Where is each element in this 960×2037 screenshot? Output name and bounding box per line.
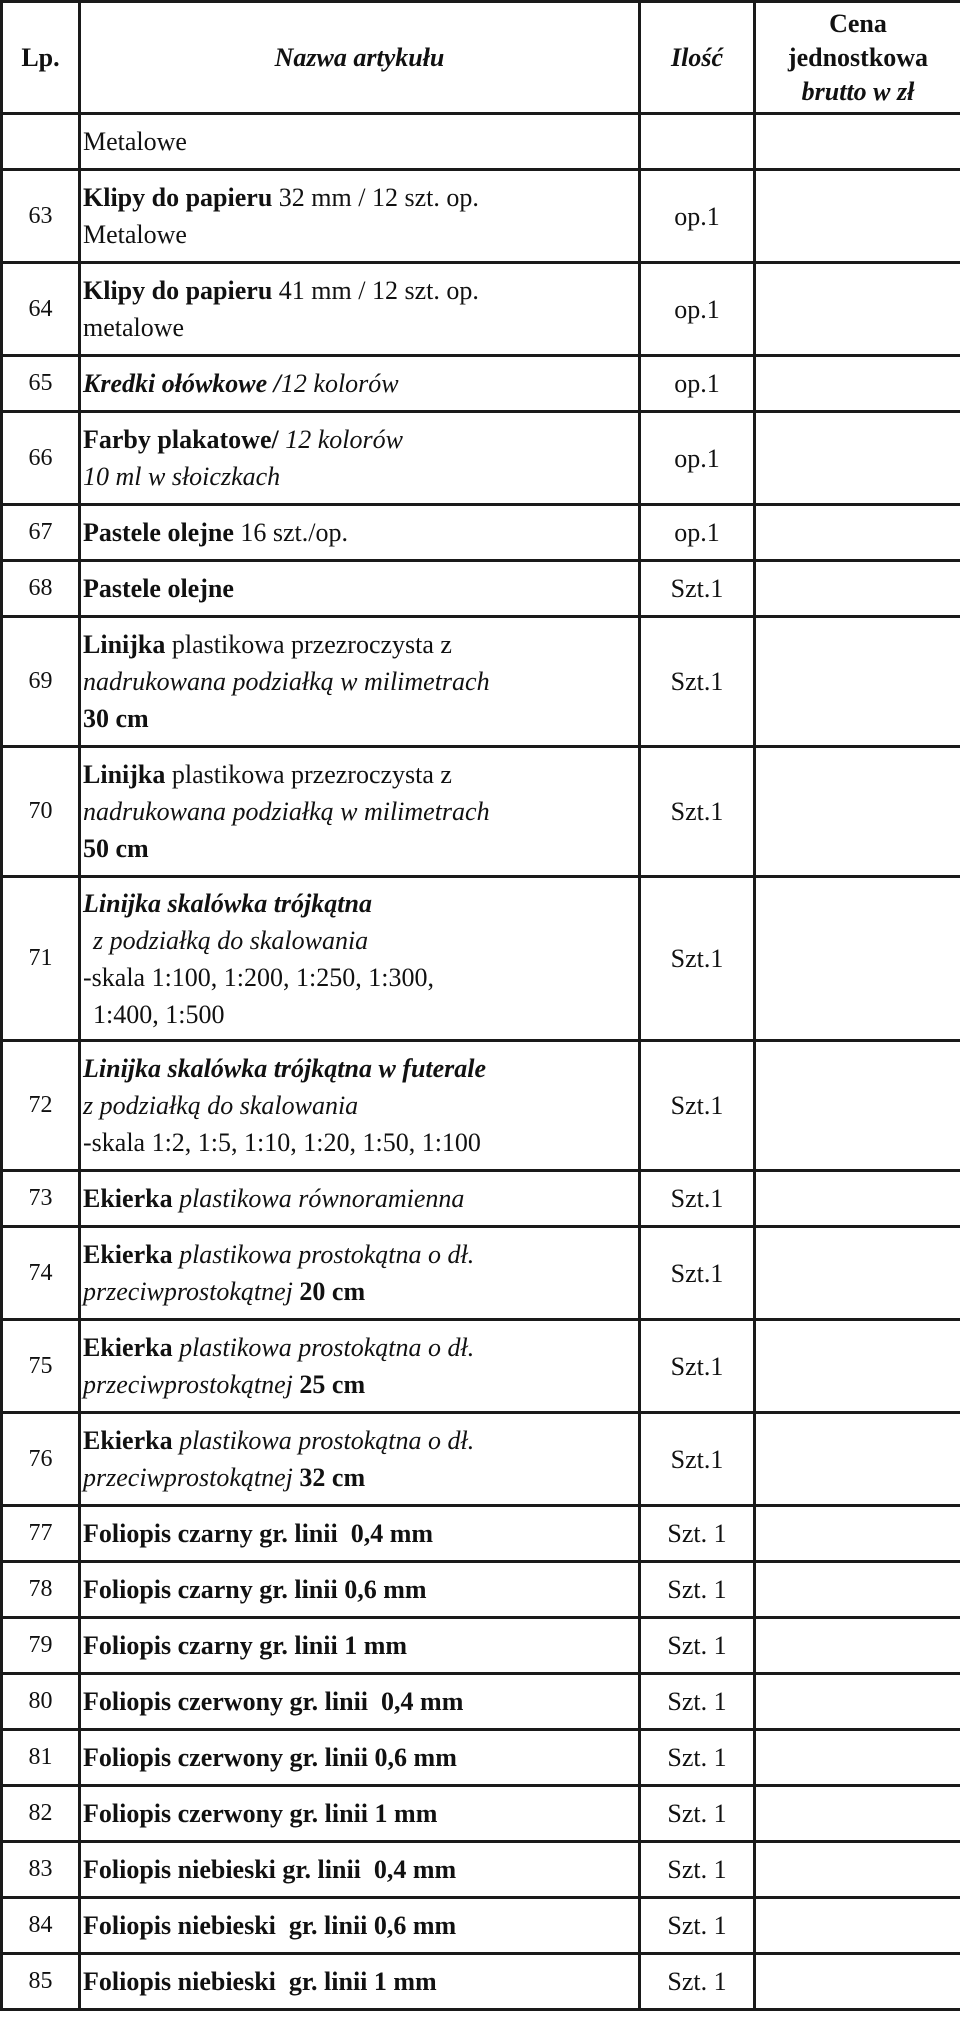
cell-price [755,1413,960,1506]
cell-qty: op.1 [640,412,755,505]
cell-qty: Szt.1 [640,877,755,1041]
table-row [2,1786,960,1842]
name-size: 30 cm [83,704,149,733]
cell-name [80,412,640,505]
name-bold: Foliopis czarny gr. linii 0,4 mm [83,1519,434,1548]
table-row [2,1618,960,1674]
name-text: przeciwprostokątnej [83,1370,293,1399]
cell-lp: 82 [2,1786,80,1842]
table-row [2,1898,960,1954]
cell-price [755,1562,960,1618]
name-bold: Foliopis niebieski gr. linii 0,6 mm [83,1911,457,1940]
table-row [2,1320,960,1413]
cell-price [755,561,960,617]
cell-name [80,1618,640,1674]
name-bold: Linijka skalówka trójkątna w futerale [83,1054,487,1083]
cell-lp: 77 [2,1506,80,1562]
cell-price [755,617,960,747]
name-text: nadrukowana podziałką w milimetrach [83,797,490,826]
cell-qty: Szt.1 [640,617,755,747]
name-text: 32 mm / 12 szt. op. [272,183,479,212]
name-bold: Kredki ołówkowe / [83,369,281,398]
cell-qty: Szt. 1 [640,1842,755,1898]
name-size: 32 cm [292,1463,366,1492]
cell-qty: Szt. 1 [640,1674,755,1730]
cell-lp: 64 [2,263,80,356]
cell-price [755,747,960,877]
cell-lp: 78 [2,1562,80,1618]
cell-price [755,1320,960,1413]
table-row [2,1954,960,2010]
cell-name [80,877,640,1041]
name-bold: Ekierka [83,1426,173,1455]
cell-qty: Szt. 1 [640,1618,755,1674]
cell-name [80,1562,640,1618]
cell-lp: 81 [2,1730,80,1786]
cell-qty [640,114,755,170]
cell-name [80,1413,640,1506]
cell-lp: 65 [2,356,80,412]
cell-price [755,1041,960,1171]
table-row [2,1506,960,1562]
name-size: 50 cm [83,834,149,863]
cell-name [80,170,640,263]
name-text: 1:400, 1:500 [93,999,225,1029]
name-size: 25 cm [292,1370,366,1399]
cell-qty: Szt.1 [640,747,755,877]
col-header-qty: Ilość [640,2,755,114]
name-text: -skala 1:100, 1:200, 1:250, 1:300, [83,962,434,992]
cell-price [755,170,960,263]
name-text: plastikowa przezroczysta z [165,630,452,659]
name-bold: Foliopis niebieski gr. linii 1 mm [83,1967,437,1996]
cell-name [80,1786,640,1842]
cell-name [80,1954,640,2010]
name-text: metalowe [83,313,185,342]
price-header-line2: jednostkowa [787,42,929,72]
cell-lp: 74 [2,1227,80,1320]
name-text: plastikowa przezroczysta z [165,760,452,789]
name-text: z podziałką do skalowania [93,925,369,955]
cell-qty: op.1 [640,263,755,356]
name-bold: Linijka [83,630,166,659]
cell-lp: 70 [2,747,80,877]
table-row [2,1674,960,1730]
name-text: 12 kolorów [278,425,403,454]
name-text: 16 szt./op. [233,518,348,547]
cell-name [80,356,640,412]
name-text: Metalowe [83,127,187,156]
name-text: 12 kolorów [280,369,399,398]
name-text: z podziałką do skalowania [83,1091,359,1120]
cell-name [80,1674,640,1730]
cell-lp: 84 [2,1898,80,1954]
name-bold: Farby plakatowe/ [83,425,279,454]
cell-qty: Szt.1 [640,1227,755,1320]
cell-price [755,1898,960,1954]
cell-lp: 79 [2,1618,80,1674]
name-text: Metalowe [83,220,187,249]
cell-qty: Szt.1 [640,1041,755,1171]
cell-price [755,412,960,505]
name-bold: Ekierka [83,1184,173,1213]
cell-price [755,505,960,561]
cell-price [755,1842,960,1898]
name-bold: Linijka skalówka trójkątna [83,888,372,918]
table-row [2,1227,960,1320]
table-row [2,1041,960,1171]
cell-qty: Szt. 1 [640,1898,755,1954]
cell-name [80,1227,640,1320]
cell-lp: 76 [2,1413,80,1506]
table-row [2,505,960,561]
cell-qty: Szt. 1 [640,1506,755,1562]
cell-qty: Szt. 1 [640,1786,755,1842]
name-text: plastikowa prostokątna o dł. [172,1426,475,1455]
cell-qty: op.1 [640,170,755,263]
cell-name [80,1171,640,1227]
table-row [2,263,960,356]
cell-lp: 67 [2,505,80,561]
cell-price [755,263,960,356]
col-header-name: Nazwa artykułu [80,2,640,114]
header-row [2,2,960,114]
name-text: -skala 1:2, 1:5, 1:10, 1:20, 1:50, 1:100 [83,1128,481,1157]
cell-name [80,1842,640,1898]
cell-lp: 63 [2,170,80,263]
cell-price [755,1227,960,1320]
cell-price [755,1171,960,1227]
cell-name [80,1730,640,1786]
table-row [2,1842,960,1898]
cell-price [755,356,960,412]
cell-lp: 75 [2,1320,80,1413]
name-bold: Pastele olejne [83,518,234,547]
cell-qty: Szt. 1 [640,1730,755,1786]
name-bold: Pastele olejne [83,574,234,603]
table-row [2,1730,960,1786]
table-row [2,1413,960,1506]
cell-qty: op.1 [640,505,755,561]
name-bold: Foliopis czerwony gr. linii 0,6 mm [83,1743,457,1772]
name-bold: Foliopis czarny gr. linii 1 mm [83,1631,408,1660]
name-bold: Klipy do papieru [83,276,273,305]
name-text: przeciwprostokątnej [83,1277,293,1306]
cell-price [755,877,960,1041]
cell-price [755,1730,960,1786]
cell-lp: 83 [2,1842,80,1898]
cell-price [755,1674,960,1730]
cell-price [755,1786,960,1842]
name-text: plastikowa prostokątna o dł. [172,1333,475,1362]
name-bold: Linijka [83,760,166,789]
cell-qty: Szt.1 [640,1171,755,1227]
cell-price [755,1506,960,1562]
price-header-line1: Cena [829,8,887,38]
cell-lp: 72 [2,1041,80,1171]
name-bold: Foliopis niebieski gr. linii 0,4 mm [83,1855,457,1884]
name-text: 41 mm / 12 szt. op. [272,276,479,305]
cell-lp: 73 [2,1171,80,1227]
name-size: 20 cm [292,1277,366,1306]
cell-name [80,263,640,356]
name-text: nadrukowana podziałką w milimetrach [83,667,490,696]
cell-name [80,561,640,617]
cell-price [755,1618,960,1674]
price-header-line3: brutto w zł [801,76,915,106]
cell-lp: 71 [2,877,80,1041]
table-row [2,561,960,617]
name-text: plastikowa prostokątna o dł. [172,1240,475,1269]
cell-qty: Szt. 1 [640,1562,755,1618]
name-bold: Ekierka [83,1240,173,1269]
cell-qty: Szt.1 [640,1413,755,1506]
name-bold: Ekierka [83,1333,173,1362]
name-bold: Foliopis czerwony gr. linii 1 mm [83,1799,438,1828]
cell-name [80,505,640,561]
cell-lp: 68 [2,561,80,617]
name-bold: Foliopis czarny gr. linii 0,6 mm [83,1575,427,1604]
cell-name [80,1320,640,1413]
cell-lp: 66 [2,412,80,505]
cell-name [80,617,640,747]
cell-lp: 69 [2,617,80,747]
table-row [2,617,960,747]
cell-name [80,1041,640,1171]
table-row [2,356,960,412]
cell-price [755,114,960,170]
cell-name [80,114,640,170]
cell-qty: op.1 [640,356,755,412]
cell-qty: Szt. 1 [640,1954,755,2010]
table-row [2,1171,960,1227]
table-row [2,114,960,170]
cell-price [755,1954,960,2010]
cell-lp: 80 [2,1674,80,1730]
cell-name [80,747,640,877]
col-header-lp: Lp. [2,2,80,114]
table-row [2,170,960,263]
name-bold: Foliopis czerwony gr. linii 0,4 mm [83,1687,464,1716]
name-bold: Klipy do papieru [83,183,273,212]
table-row [2,747,960,877]
table-row [2,412,960,505]
cell-qty: Szt.1 [640,561,755,617]
name-text: plastikowa równoramienna [172,1184,465,1213]
cell-name [80,1506,640,1562]
name-text: 10 ml w słoiczkach [83,462,281,491]
table-row [2,877,960,1041]
name-text: przeciwprostokątnej [83,1463,293,1492]
cell-qty: Szt.1 [640,1320,755,1413]
cell-lp: 85 [2,1954,80,2010]
cell-name [80,1898,640,1954]
col-header-price [755,2,960,114]
cell-lp [2,114,80,170]
table-row [2,1562,960,1618]
